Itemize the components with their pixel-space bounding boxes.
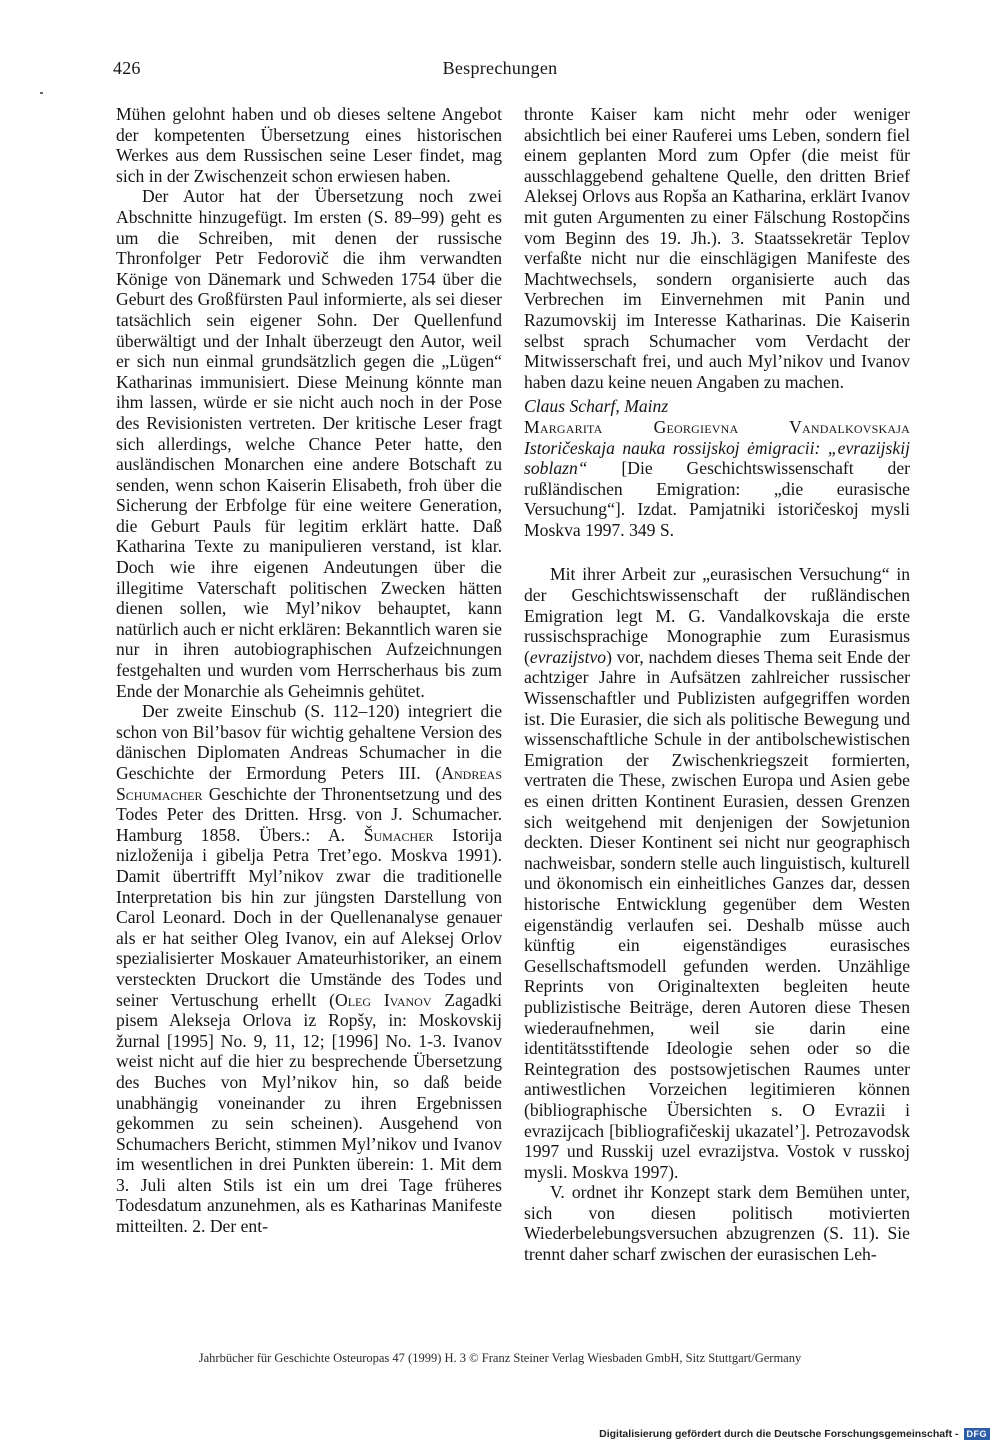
paragraph: Der Autor hat der Übersetzung noch zwei Abschnitte hinzugefügt. Im ersten (S. 89–99) geht es um die Schreiben, mit denen der russische Thronfolger Petr Fedorovič die ihm verwandten Könige von Dänemark und Schweden 1754 über die Geburt des Großfürsten Paul informierte, als sei dieser tatsächlich sein eigener Sohn. Der Quellenfund überwältigt und der Inhalt überzeugt den Autor, weil er sich nun einmal grundsätzlich gegen die „Lügen“ Katharinas immunisiert. Diese Meinung könnte man ihm lassen, würde er sie nicht auch noch in der Pose des Revisionisten vertreten. Der kritische Leser fragt sich allerdings, welche Chance Peter hatte, den ausländischen Monarchen eine andere Botschaft zu senden, wenn schon Kaiserin Elisabeth, froh über die Sicherung der Erbfolge für eine weitere Generation, die Geburt Pauls für legitim erklärt hatte. Daß Katharina Texte zu manipulieren verstand, ist klar. Doch wie ihre eigenen Andeutungen über die illegitime Vaterschaft politischen Zwecken hätten dienen sollen, wie Myl’nikov behauptet, kann natürlich auch er nicht erklären: Bekanntlich waren sie nur in ihren autobiographischen Aufzeichnungen festgehalten und wurden vom Herrscherhaus bis zum Ende der Monarchie als Geheimnis gehütet. bbox=[116, 186, 502, 701]
running-head: Besprechungen bbox=[442, 58, 558, 78]
reviewed-title: Istoričeskaja nauka rossijskoj ėmigracii: „evrazijskij soblazn“ bbox=[524, 437, 910, 479]
author-name: Oleg Ivanov bbox=[334, 989, 432, 1010]
reviewed-details: [Die Geschichtswissenschaft der rußländischen Emigration: „die eurasische Versuchung“]. Izdat. Pamjatniki istoričeskoj mysli Moskva 1997. 349 S. bbox=[524, 458, 910, 540]
author-name: Andreas Schumacher bbox=[116, 763, 502, 804]
reviewer-signature: Claus Scharf, Mainz bbox=[524, 396, 669, 417]
text-run: Geschichte der Thronentsetzung und des Todes Peter des Dritten. Hrsg. von J. Schumacher. Hamburg 1858. Übers.: A. bbox=[116, 783, 502, 845]
text-run: Mit ihrer Arbeit zur „eurasischen Versuchung“ in der Geschichtswissenschaft der rußländischen Emigration legt M. G. Vandalkovskaja die erste russischsprachige Monographie zum Eurasismus ( bbox=[524, 564, 910, 667]
journal-footer: Jahrbücher für Geschichte Osteuropas 47 (1999) H. 3 © Franz Steiner Verlag Wiesbaden GmbH, Sitz Stuttgart/Germany bbox=[198, 1351, 802, 1365]
page-number: 426 bbox=[113, 58, 141, 78]
paragraph: Mühen gelohnt haben und ob dieses seltene Angebot der kompetenten Übersetzung eines historischen Werkes aus dem Russischen seine Leser findet, mag sich in der Zwischenzeit schon erwiesen haben. bbox=[116, 104, 502, 186]
reviewed-author: Margarita Georgievna Vandalkovskaja bbox=[524, 416, 910, 437]
paragraph: thronte Kaiser kam nicht mehr oder weniger absichtlich bei einer Rauferei ums Leben, sondern fiel einem geplanten Mord zum Opfer (die meist für ausschlaggebend gehaltene Quelle, den dritten Brief Aleksej Orlovs aus Ropša an Katharina, erklärt Ivanov mit guten Argumenten zu einer Fälschung Rostopčins vom Beginn des 19. Jh.). 3. Staatssekretär Teplov verfaßte nicht nur die einschlägigen Manifeste des Machtwechsels, sondern organisierte auch das Verbrechen im Einvernehmen mit Panin und Razumovskij im Interesse Katharinas. Die Kaiserin selbst sprach Schumacher vom Verdacht der Mitwisserschaft frei, und auch Myl’nikov und Ivanov haben dazu keine neuen Angaben zu machen. bbox=[524, 104, 910, 392]
review-heading bbox=[524, 417, 910, 541]
author-name: Šumacher bbox=[363, 824, 434, 845]
italic-term: evrazijstvo bbox=[529, 646, 607, 667]
paragraph: V. ordnet ihr Konzept stark dem Bemühen unter, sich von diesen politisch motivierten Wiederbelebungsversuchen abzugrenzen (S. 11). Sie trennt daher scharf zwischen der eurasischen Leh- bbox=[524, 1182, 910, 1265]
text-run: Istorija nizloženija i gibelja Petra Tret’ego. Moskva 1991). Damit übertrifft Myl’nikov zwar die traditionelle Interpretation bis hin zur jüngsten Darstellung von Carol Leonard. Doch in der Quellenanalyse genauer als er hat seither Oleg Ivanov, ein auf Aleksej Orlov spezialisierter Moskauer Amateurhistoriker, an einem versteckten Druckort die Umstände des Todes und seiner Vertuschung erhellt ( bbox=[116, 824, 503, 1010]
dfg-logo: DFG bbox=[964, 1428, 991, 1440]
dfg-banner bbox=[599, 1428, 990, 1440]
text-run: ) vor, nachdem dieses Thema seit Ende der achtziger Jahre in Aufsätzen zahlreicher russischer Wissenschaftler und Publizisten aufgegriffen worden ist. Die Eurasier, die sich als politische Bewegung und wissenschaftliche Schule in der antibolschewistischen Emigration der Zwischenkriegszeit formierten, vertraten die These, zwischen Europa und Asien gebe es einen dritten Kontinent Eurasien, dessen Grenzen sich weitgehend mit denjenigen der Sowjetunion deckten. Dieser Kontinent sei nicht nur geographisch nachweisbar, sondern stelle auch linguistisch, kulturell und ökonomisch ein einheitliches Ganzes dar, dessen historische Entwicklung gegenüber dem Westen eigenständig verlaufen sei. Deshalb müsse auch künftig ein eigenständiges eurasisches Gesellschaftsmodell gefunden werden. Unzählige Reprints von Originaltexten begleiten heute publizistische Beiträge, deren Autoren diese Thesen wiederaufnehmen, weil sie darin eine identitätsstiftende Ideologie sehen oder so die Reintegration des postsowjetischen Raumes unter antiwestlichen Vorzeichen legitimieren können (bibliographische Übersichten s. O Evrazii i evrazijcach [bibliografičeskij ukazatel’]. Petrozavodsk 1997 und Russkij uzel evrazijstva. Vostok v russkoj mysli. Moskva 1997). bbox=[524, 646, 910, 1182]
left-column bbox=[116, 104, 502, 1237]
paragraph bbox=[524, 564, 910, 1182]
paragraph bbox=[116, 701, 502, 1236]
text-run: Zagadki pisem Alekseja Orlova iz Ropšy, in: Moskovskij žurnal [1995] No. 9, 11, 12; [1996] No. 1-3. Ivanov weist nicht auf die hier zu besprechende Übersetzung des Buches von Myl’nikov hin, so daß beide unabhängig voneinander zu ihren Ergebnissen gekommen zu sein scheinen). Ausgehend von Schumachers Bericht, stimmen Myl’nikov und Ivanov im wesentlichen in drei Punkten überein: 1. Mit dem 3. Juli alten Stils ist ein um drei Tage früheres Todesdatum anzunehmen, als es Katharinas Manifeste mitteilten. 2. Der ent- bbox=[116, 989, 503, 1237]
text-run: Der zweite Einschub (S. 112–120) integriert die schon von Bil’basov für wichtig gehaltene Version des dänischen Diplomaten Andreas Schumacher in die Geschichte der Ermordung Peters III. ( bbox=[116, 701, 502, 783]
dfg-text: Digitalisierung gefördert durch die Deutsche Forschungsgemeinschaft - bbox=[599, 1428, 959, 1440]
right-column bbox=[524, 104, 910, 1265]
section-gap bbox=[524, 540, 910, 564]
scan-mark bbox=[40, 92, 43, 94]
